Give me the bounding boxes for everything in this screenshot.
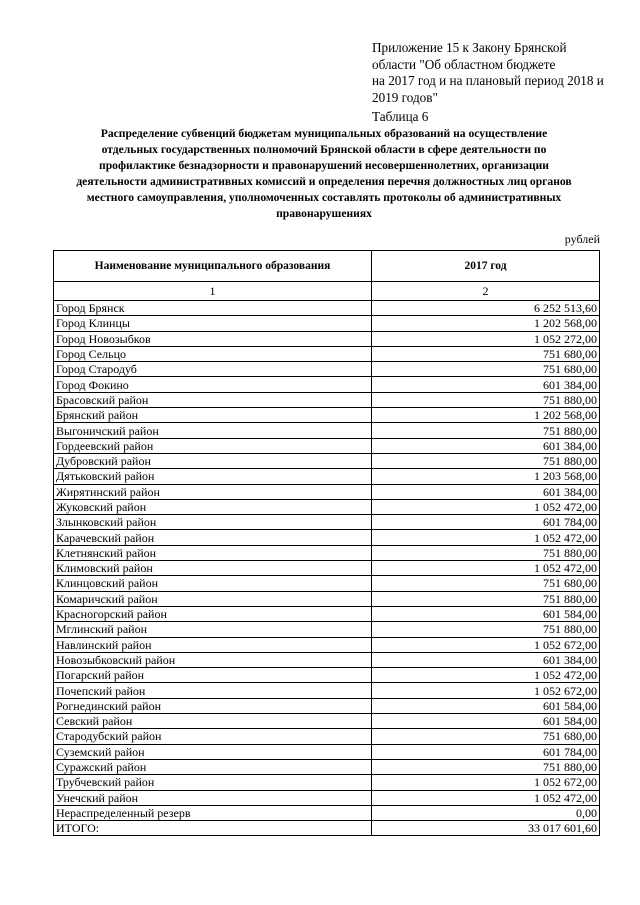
amount-2017: 1 202 568,00 — [372, 316, 600, 331]
column-number: 2 — [372, 282, 600, 301]
table-row — [54, 392, 600, 407]
amount-2017: 751 880,00 — [372, 453, 600, 468]
amount-2017: 751 880,00 — [372, 392, 600, 407]
table-body — [54, 301, 600, 836]
table-row — [54, 469, 600, 484]
appendix-line: 2019 годов" — [372, 89, 438, 105]
table-row — [54, 790, 600, 805]
table-row — [54, 637, 600, 652]
table-row — [54, 821, 600, 836]
amount-2017: 751 880,00 — [372, 545, 600, 560]
appendix-line: области "Об областном бюджете — [372, 56, 556, 72]
amount-2017: 751 880,00 — [372, 622, 600, 637]
municipality-name: Клинцовский район — [54, 576, 372, 591]
table-header-row — [54, 251, 600, 282]
table-row — [54, 606, 600, 621]
amount-2017: 6 252 513,60 — [372, 301, 600, 316]
table-row — [54, 484, 600, 499]
table-row — [54, 301, 600, 316]
municipality-name: Город Новозыбков — [54, 331, 372, 346]
amount-2017: 1 052 472,00 — [372, 668, 600, 683]
amount-2017: 1 052 672,00 — [372, 637, 600, 652]
table-row — [54, 805, 600, 820]
amount-2017: 1 052 472,00 — [372, 499, 600, 514]
municipality-name: ИТОГО: — [54, 821, 372, 836]
table-row — [54, 744, 600, 759]
title-line: Распределение субвенций бюджетам муниципальных образований на осуществление — [100, 127, 548, 140]
municipality-name: Брасовский район — [54, 392, 372, 407]
column-header-name: Наименование муниципального образования — [54, 251, 372, 282]
municipality-name: Стародубский район — [54, 729, 372, 744]
municipality-name: Мглинский район — [54, 622, 372, 637]
table-row — [54, 346, 600, 361]
municipality-name: Клетнянский район — [54, 545, 372, 560]
municipality-name: Карачевский район — [54, 530, 372, 545]
municipality-name: Город Клинцы — [54, 316, 372, 331]
municipality-name: Нераспределенный резерв — [54, 805, 372, 820]
municipality-name: Брянский район — [54, 408, 372, 423]
table-row — [54, 545, 600, 560]
amount-2017: 601 584,00 — [372, 698, 600, 713]
municipality-name: Дятьковский район — [54, 469, 372, 484]
municipality-name: Суземский район — [54, 744, 372, 759]
municipality-name: Навлинский район — [54, 637, 372, 652]
amount-2017: 1 052 672,00 — [372, 683, 600, 698]
municipality-name: Трубчевский район — [54, 775, 372, 790]
municipality-name: Рогнединский район — [54, 698, 372, 713]
amount-2017: 751 680,00 — [372, 729, 600, 744]
table-row — [54, 729, 600, 744]
table-row — [54, 668, 600, 683]
municipality-name: Дубровский район — [54, 453, 372, 468]
table-row — [54, 775, 600, 790]
title-line: правонарушениях — [276, 207, 372, 220]
amount-2017: 751 680,00 — [372, 362, 600, 377]
title-line: деятельности административных комиссий и определения перечня должностных лиц органов — [76, 175, 572, 188]
municipality-name: Злынковский район — [54, 515, 372, 530]
amount-2017: 601 384,00 — [372, 652, 600, 667]
municipality-name: Город Фокино — [54, 377, 372, 392]
subsidy-table — [53, 250, 600, 836]
table-row — [54, 438, 600, 453]
table-row — [54, 698, 600, 713]
table-row — [54, 499, 600, 514]
table-row — [54, 453, 600, 468]
table-row — [54, 423, 600, 438]
table-row — [54, 591, 600, 606]
municipality-name: Город Сельцо — [54, 346, 372, 361]
amount-2017: 1 052 472,00 — [372, 530, 600, 545]
table-row — [54, 331, 600, 346]
amount-2017: 601 384,00 — [372, 377, 600, 392]
amount-2017: 601 384,00 — [372, 438, 600, 453]
table-row — [54, 530, 600, 545]
amount-2017: 751 880,00 — [372, 759, 600, 774]
table-row — [54, 377, 600, 392]
column-number: 1 — [54, 282, 372, 301]
appendix-header — [372, 40, 608, 126]
amount-2017: 33 017 601,60 — [372, 821, 600, 836]
table-row — [54, 408, 600, 423]
units-label: рублей — [564, 232, 600, 246]
municipality-name: Жуковский район — [54, 499, 372, 514]
amount-2017: 1 052 472,00 — [372, 790, 600, 805]
municipality-name: Город Брянск — [54, 301, 372, 316]
municipality-name: Комаричский район — [54, 591, 372, 606]
table-row — [54, 714, 600, 729]
amount-2017: 751 880,00 — [372, 423, 600, 438]
amount-2017: 1 052 672,00 — [372, 775, 600, 790]
table-row — [54, 759, 600, 774]
table-row — [54, 316, 600, 331]
municipality-name: Почепский район — [54, 683, 372, 698]
table-label: Таблица 6 — [372, 109, 429, 124]
amount-2017: 601 784,00 — [372, 515, 600, 530]
municipality-name: Выгоничский район — [54, 423, 372, 438]
amount-2017: 751 680,00 — [372, 576, 600, 591]
municipality-name: Погарский район — [54, 668, 372, 683]
amount-2017: 751 680,00 — [372, 346, 600, 361]
table-row — [54, 515, 600, 530]
municipality-name: Новозыбковский район — [54, 652, 372, 667]
title-line: местного самоуправления, уполномоченных составлять протоколы об административных — [86, 191, 562, 204]
table-row — [54, 362, 600, 377]
municipality-name: Суражский район — [54, 759, 372, 774]
table-row — [54, 683, 600, 698]
amount-2017: 601 784,00 — [372, 744, 600, 759]
amount-2017: 1 052 472,00 — [372, 561, 600, 576]
table-row — [54, 652, 600, 667]
amount-2017: 601 584,00 — [372, 606, 600, 621]
municipality-name: Климовский район — [54, 561, 372, 576]
column-header-year: 2017 год — [372, 251, 600, 282]
amount-2017: 0,00 — [372, 805, 600, 820]
title-line: отдельных государственных полномочий Брянской области в сфере деятельности по — [101, 143, 547, 156]
municipality-name: Гордеевский район — [54, 438, 372, 453]
appendix-line: на 2017 год и на плановый период 2018 и — [372, 73, 604, 88]
amount-2017: 751 880,00 — [372, 591, 600, 606]
municipality-name: Красногорский район — [54, 606, 372, 621]
municipality-name: Жирятинский район — [54, 484, 372, 499]
amount-2017: 1 052 272,00 — [372, 331, 600, 346]
amount-2017: 1 203 568,00 — [372, 469, 600, 484]
column-number-row — [54, 282, 600, 301]
municipality-name: Унечский район — [54, 790, 372, 805]
amount-2017: 601 384,00 — [372, 484, 600, 499]
amount-2017: 1 202 568,00 — [372, 408, 600, 423]
municipality-name: Город Стародуб — [54, 362, 372, 377]
title-line: профилактике безнадзорности и правонарушений несовершеннолетних, организации — [99, 159, 549, 172]
table-row — [54, 561, 600, 576]
municipality-name: Севский район — [54, 714, 372, 729]
appendix-line: Приложение 15 к Закону Брянской — [372, 40, 567, 55]
table-row — [54, 622, 600, 637]
table-row — [54, 576, 600, 591]
document-title — [40, 126, 608, 222]
amount-2017: 601 584,00 — [372, 714, 600, 729]
